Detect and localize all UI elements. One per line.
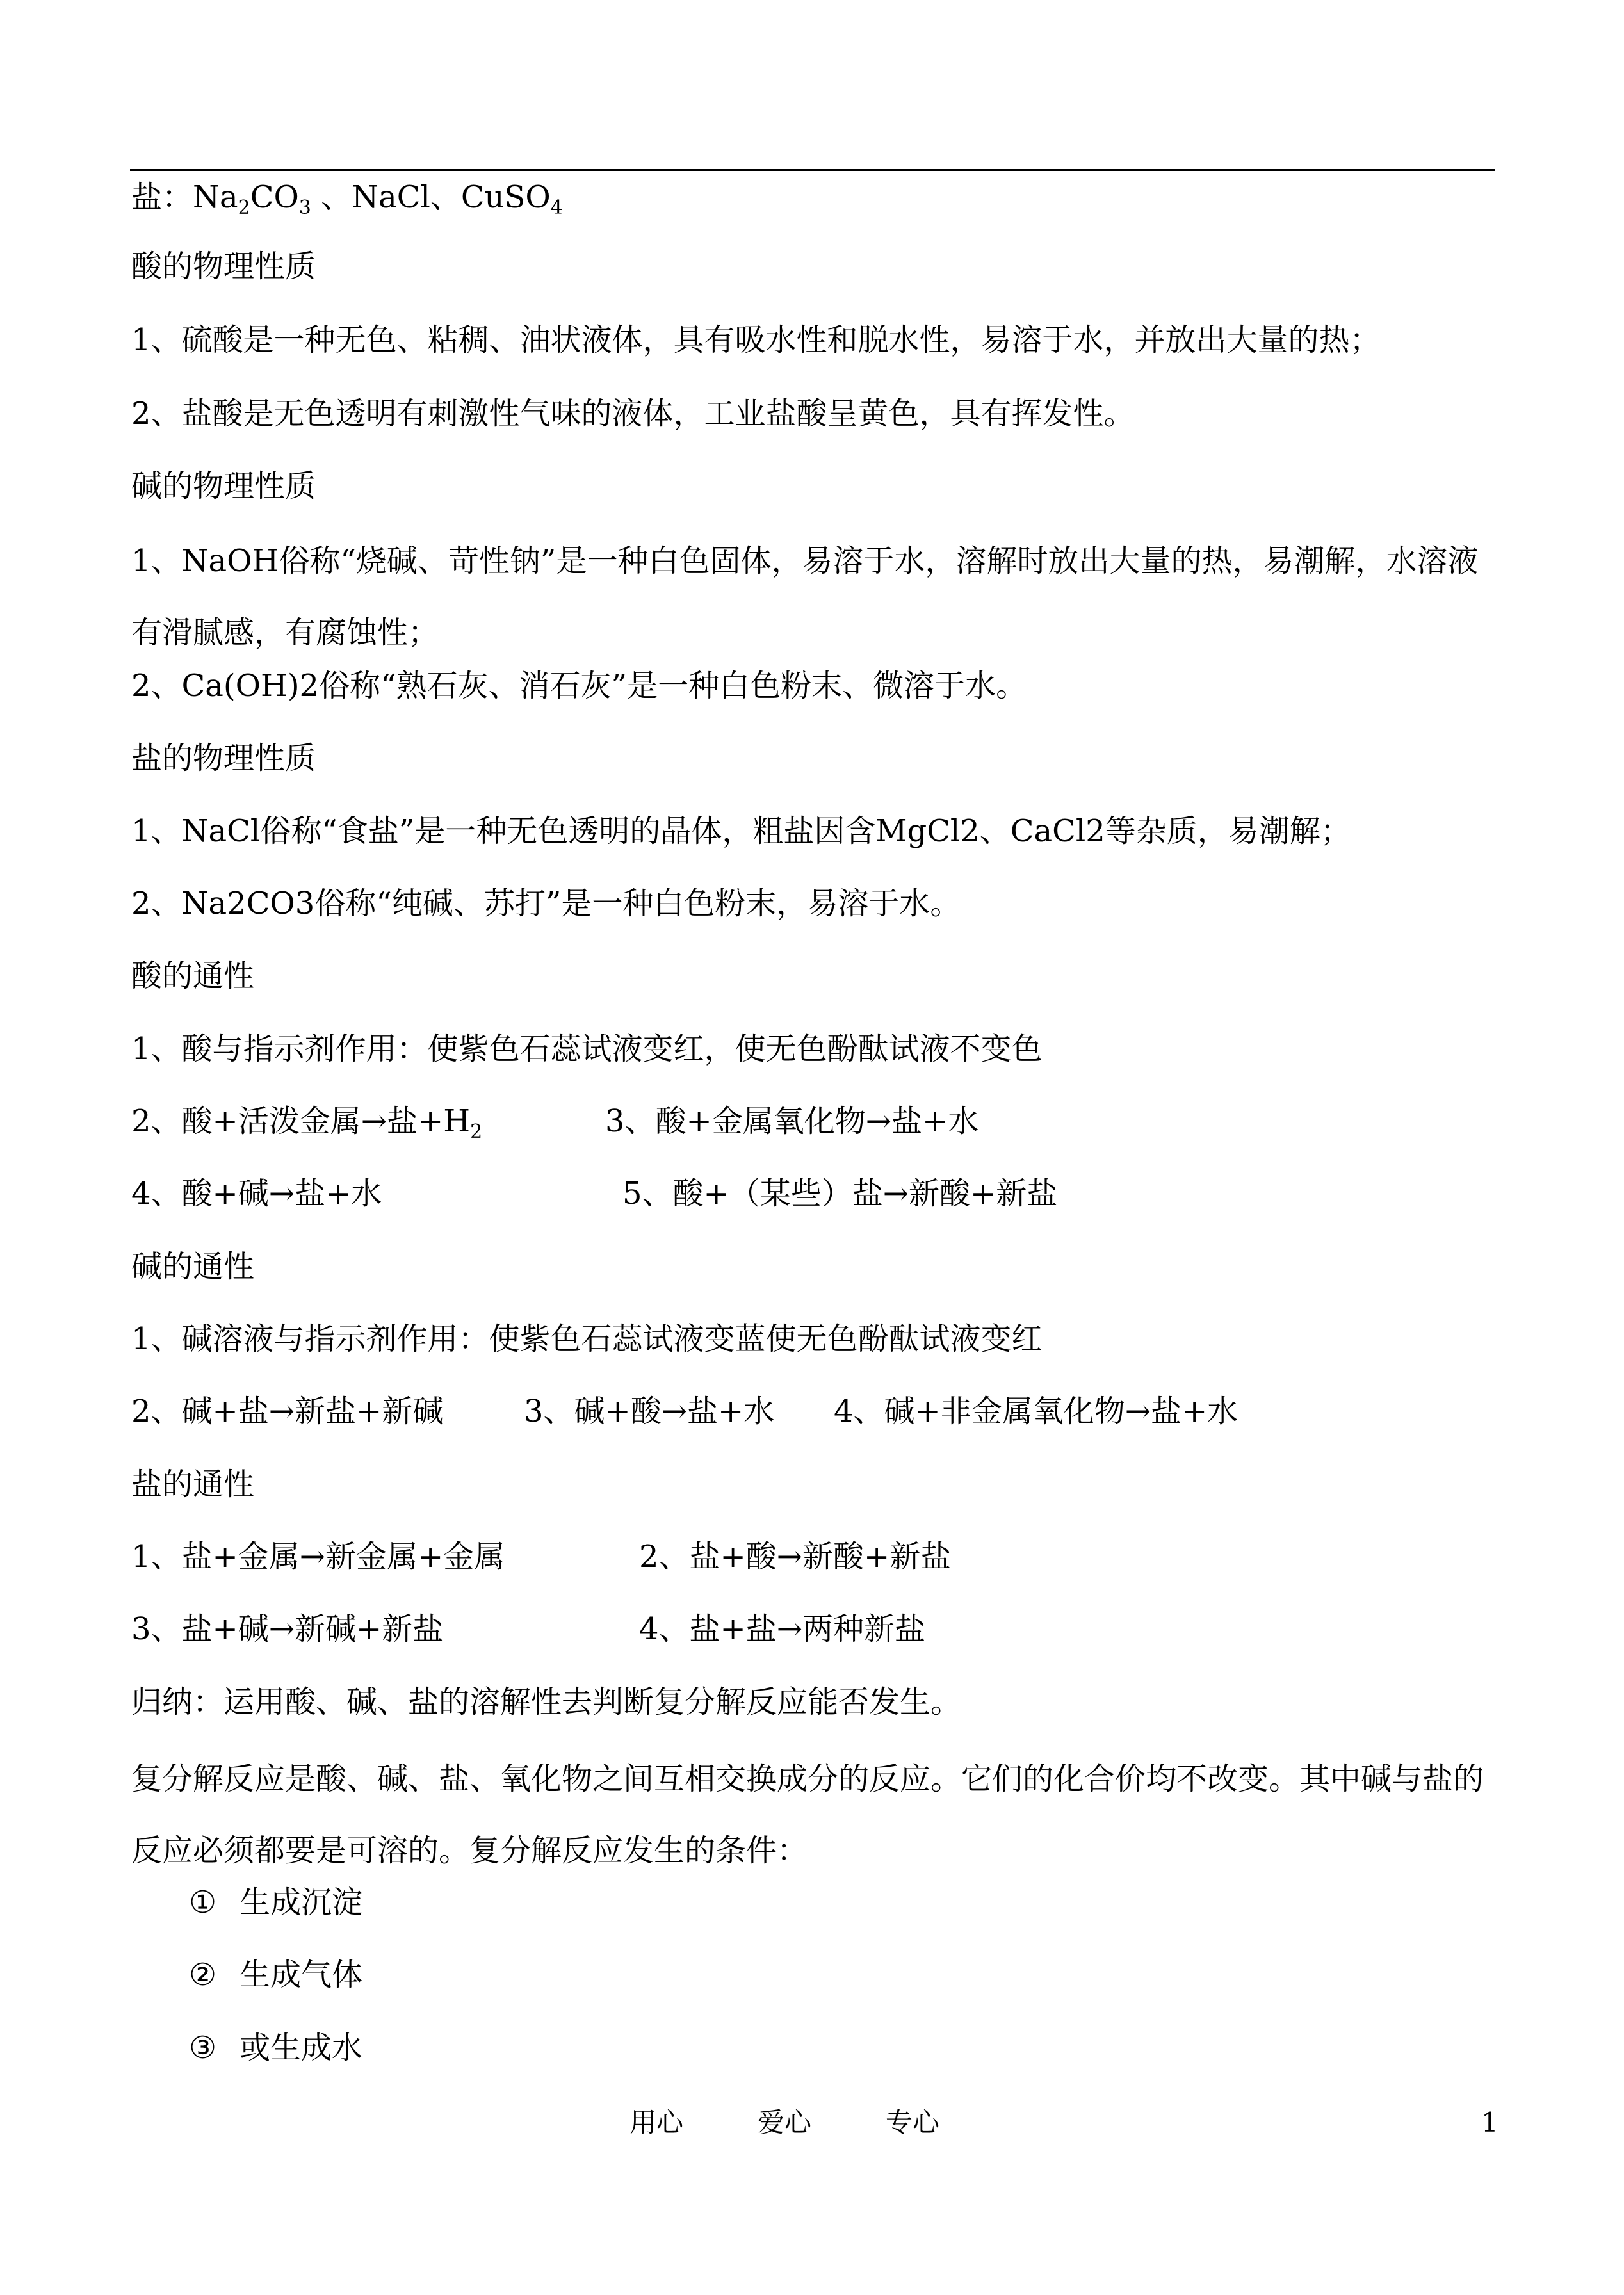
formula-part: 、NaCl、CuSO — [311, 179, 551, 215]
base-general-item-3: 3、碱+酸→盐+水 — [524, 1393, 775, 1429]
subscript: 4 — [550, 197, 563, 219]
salt-general-item-3: 3、盐+碱→新碱+新盐 — [131, 1611, 444, 1647]
subscript: 3 — [298, 197, 311, 219]
summary-line: 归纳：运用酸、碱、盐的溶解性去判断复分解反应能否发生。 — [131, 1684, 962, 1720]
circled-number-1: ① — [189, 1885, 217, 1920]
acid-general-item-5: 5、酸+（某些）盐→新酸+新盐 — [622, 1176, 1058, 1212]
acid-general-item-3: 3、酸+金属氧化物→盐+水 — [605, 1103, 979, 1139]
salt-general-item-1: 1、盐+金属→新金属+金属 — [131, 1539, 505, 1575]
condition-item — [189, 2031, 362, 2064]
double-decomposition-description: 复分解反应是酸、碱、盐、氧化物之间互相交换成分的反应。它们的化合价均不改变。其中碱与盐的反应必须都要是可溶的。复分解反应发生的条件： — [131, 1761, 1484, 1869]
heading-base-physical: 碱的物理性质 — [131, 468, 316, 504]
salt-general-item-2: 2、盐+酸→新酸+新盐 — [639, 1539, 952, 1575]
circled-number-3: ③ — [189, 2030, 217, 2066]
acid-general-item-2 — [131, 1103, 483, 1143]
circled-number-2: ② — [189, 1957, 217, 1993]
heading-acid-general: 酸的通性 — [131, 958, 255, 994]
condition-item — [189, 1958, 362, 1991]
heading-salt-physical: 盐的物理性质 — [131, 740, 316, 776]
acid-physical-item-2: 2、盐酸是无色透明有刺激性气味的液体，工业盐酸呈黄色，具有挥发性。 — [131, 396, 1135, 432]
base-general-item-2: 2、碱+盐→新盐+新碱 — [131, 1393, 444, 1429]
footer-word-3: 专心 — [886, 2107, 940, 2138]
base-general-item-4: 4、碱+非金属氧化物→盐+水 — [834, 1393, 1238, 1429]
acid-general-item-1: 1、酸与指示剂作用：使紫色石蕊试液变红，使无色酚酞试液不变色 — [131, 1031, 1043, 1067]
footer-word-2: 爱心 — [758, 2107, 812, 2138]
acid-physical-item-1: 1、硫酸是一种无色、粘稠、油状液体，具有吸水性和脱水性，易溶于水，并放出大量的热； — [131, 322, 1381, 358]
condition-text: 或生成水 — [240, 2030, 363, 2066]
page-number: 1 — [1481, 2107, 1498, 2138]
salt-physical-item-1: 1、NaCl俗称“食盐”是一种无色透明的晶体，粗盐因含MgCl2、CaCl2等杂质，易潮解； — [131, 813, 1351, 849]
subscript: 2 — [470, 1121, 483, 1143]
heading-salt-general: 盐的通性 — [131, 1466, 255, 1502]
acid-general-item-2-text: 2、酸+活泼金属→盐+H — [131, 1103, 471, 1139]
acid-general-item-4: 4、酸+碱→盐+水 — [131, 1176, 382, 1212]
salt-examples-line — [131, 179, 563, 219]
heading-base-general: 碱的通性 — [131, 1249, 255, 1285]
condition-item — [189, 1886, 362, 1919]
condition-text: 生成沉淀 — [240, 1885, 363, 1920]
base-physical-item-2: 2、Ca(OH)2俗称“熟石灰、消石灰”是一种白色粉末、微溶于水。 — [131, 668, 1027, 704]
salt-physical-item-2: 2、Na2CO3俗称“纯碱、苏打”是一种白色粉末，易溶于水。 — [131, 886, 961, 921]
footer-word-1: 用心 — [629, 2107, 684, 2138]
formula-part: CO — [250, 179, 299, 215]
salt-general-item-4: 4、盐+盐→两种新盐 — [639, 1611, 925, 1647]
heading-acid-physical: 酸的物理性质 — [131, 248, 316, 284]
base-general-item-1: 1、碱溶液与指示剂作用：使紫色石蕊试液变蓝使无色酚酞试液变红 — [131, 1321, 1043, 1357]
base-physical-item-1: 1、NaOH俗称“烧碱、苛性钠”是一种白色固体，易溶于水，溶解时放出大量的热，易潮解，水溶液有滑腻感，有腐蚀性； — [131, 543, 1479, 651]
condition-text: 生成气体 — [240, 1957, 363, 1993]
subscript: 2 — [238, 197, 250, 219]
header-rule — [130, 169, 1495, 171]
salt-examples-text: 盐：Na — [131, 179, 238, 215]
